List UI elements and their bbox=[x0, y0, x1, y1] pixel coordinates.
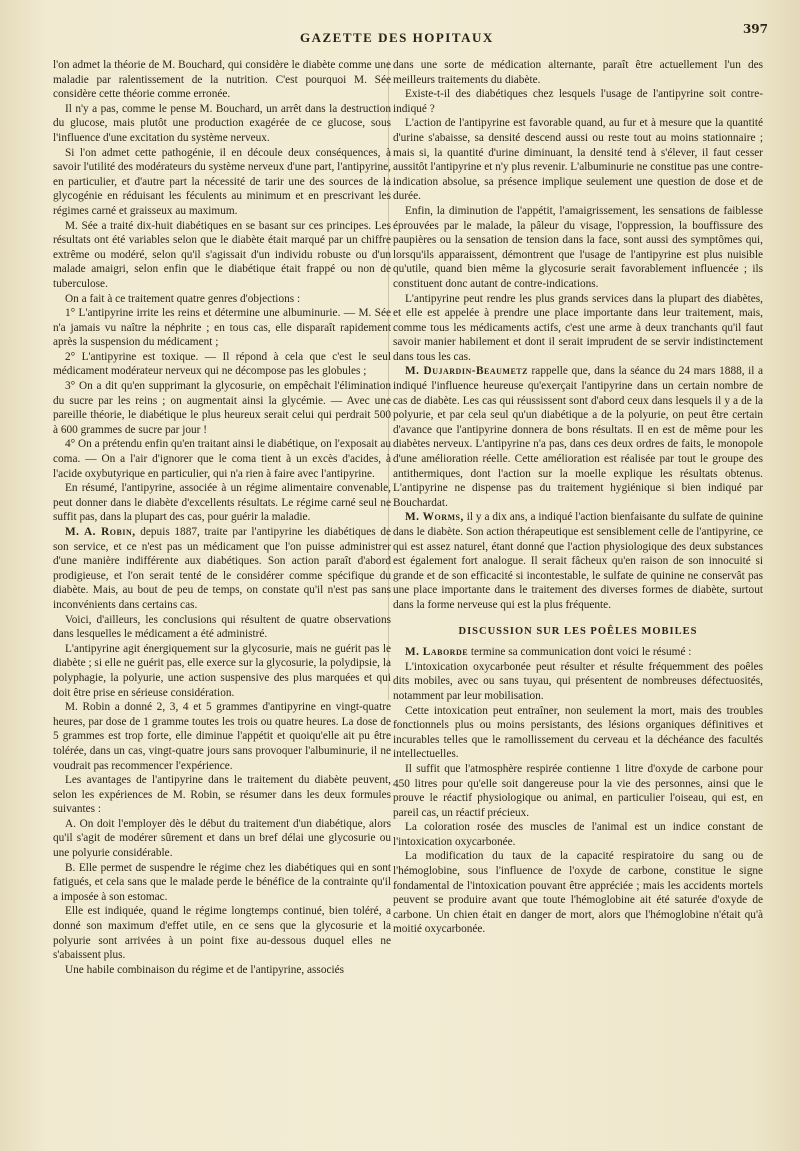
page-header bbox=[0, 22, 800, 50]
paragraph: Elle est indiquée, quand le régime longtemps continué, bien toléré, a donné son maximum d'effet utile, en ce sens que la glycosurie et la polyurie sont arrivées à un point fixe au-dessous duquel elles ne s'abaissent plus. bbox=[53, 905, 391, 962]
paragraph: Il n'y a pas, comme le pense M. Bouchard, un arrêt dans la destruction du glucose, mais plutôt une production exagérée de ce glucose, sous l'influence d'une excitation du système nerveux. bbox=[53, 102, 391, 144]
paragraph: En résumé, l'antipyrine, associée à un régime alimentaire convenable, peut donner dans le diabète d'excellents résultats. Le régime carné seul ne suffit pas, dans la plupart des cas, pour guérir la maladie. bbox=[53, 482, 391, 524]
paragraph: 2° L'antipyrine est toxique. — Il répond à cela que c'est le seul médicament modérateur nerveux qui ne décompose pas les globules ; bbox=[53, 350, 391, 378]
paragraph: Enfin, la diminution de l'appétit, l'amaigrissement, les sensations de faiblesse éprouvées par le malade, la pâleur du visage, l'oppression, la bouffissure des paupières ou la sensation de tension dans la face, sont aussi des symptômes qui, lorsqu'ils apparaissent, démontrent que l'usage de l'antipyrine est plus nuisible qu'utile, quand bien même la glycosurie serait favorablement influencée ; ils constituent donc autant de contre-indications. bbox=[393, 204, 763, 290]
speaker-name: M. Dujardin-Beaumetz bbox=[405, 365, 528, 378]
paragraph: Il suffit que l'atmosphère respirée contienne 1 litre d'oxyde de carbone pour 450 litres pour qu'elle soit dangereuse pour la vie des personnes, ainsi que le prouve le réactif physiologique ou animal, en particulier l'oiseau, qui est, en pareil cas, un réactif précieux. bbox=[393, 762, 763, 819]
section-heading: DISCUSSION SUR LES POÊLES MOBILES bbox=[458, 625, 698, 637]
speaker-paragraph bbox=[393, 645, 763, 660]
paragraph: La modification du taux de la capacité respiratoire du sang ou de l'hémoglobine, sous l'influence de l'oxyde de carbone, constitue le signe fondamental de l'intoxication pouvant être appréciée ; mais les accidents mortels peuvent se produire avant que toute l'hémoglobine ait été saturée d'oxyde de carbone. Un chien était en danger de mort, alors que l'hémoglobine n'était qu'à moitié oxycarbonée. bbox=[393, 850, 763, 936]
speaker-paragraph bbox=[53, 525, 391, 613]
paragraph: 1° L'antipyrine irrite les reins et détermine une albuminurie. — M. Sée n'a jamais vu naître la néphrite ; en tous cas, elle disparaît rapidement après la suspension du médicament ; bbox=[53, 307, 391, 349]
speaker-text: termine sa communication dont voici le résumé : bbox=[468, 646, 692, 659]
paragraph: L'antipyrine agit énergiquement sur la glycosurie, mais ne guérit pas le diabète ; si elle ne guérit pas, elle exerce sur la glycosurie, la polydipsie, la polyphagie, la polyurie, une action suspensive des plus marquées et qui doit être prise en sérieuse considération. bbox=[53, 642, 391, 699]
speaker-paragraph bbox=[393, 510, 763, 612]
speaker-name: M. A. Robin, bbox=[65, 526, 136, 538]
paragraph: M. Sée a traité dix-huit diabétiques en se basant sur ces principes. Les résultats ont été variables selon que le diabète était marqué par un chiffre extrême ou modéré, selon qu'il s'agissait d'un individu robuste ou d'un malade amaigri, selon enfin que le diabétique était frappé ou non de tuberculose. bbox=[53, 219, 391, 290]
paragraph: B. Elle permet de suspendre le régime chez les diabétiques qui en sont fatigués, et cela sans que le malade perde le bénéfice de la contrainte qu'il a imposée à son estomac. bbox=[53, 861, 391, 903]
speaker-name: M. Laborde bbox=[405, 646, 469, 659]
paragraph: M. Robin a donné 2, 3, 4 et 5 grammes d'antipyrine en vingt-quatre heures, par dose de 1 gramme toutes les trois ou quatre heures. La dose de 5 grammes est trop forte, elle diminue l'appétit et quoiqu'elle ait pu être tolérée, dans un cas, vingt-quatre jours sans provoquer l'albuminurie, il ne voudrait pas recommencer l'expérience. bbox=[53, 701, 391, 772]
paragraph: L'intoxication oxycarbonée peut résulter et résulte fréquemment des poêles dits mobiles, avec ou sans tuyau, qui présentent de nombreuses défectuosités, notamment par leur mobilisation. bbox=[393, 660, 763, 702]
paragraph: 4° On a prétendu enfin qu'en traitant ainsi le diabétique, on l'exposait au coma. — On a l'air d'ignorer que le coma tient à un excès d'acides, à l'acide oxybutyrique en particulier, qui n'a rien à faire avec l'antipyrine. bbox=[53, 438, 391, 480]
paragraph: L'antipyrine peut rendre les plus grands services dans la plupart des diabètes, et elle est appelée à prendre une place importante dans leur traitement, mais, comme tous les médicaments actifs, c'est une arme à deux tranchants qu'il faut savoir manier habilement et dont il serait imprudent de se servir indistinctement dans tous les cas. bbox=[393, 292, 763, 363]
speaker-text: il y a dix ans, a indiqué l'action bienfaisante du sulfate de quinine dans le diabète. Son action thérapeutique est sensiblement celle de l'antipyrine, ce qui est assez naturel, étant donné que l'action physiologique des deux substances est également fort analogue. Il serait fâcheux qu'en raison de son innocuité si grande et de son efficacité si incontestable, le sulfate de quinine ne conservât pas une place importante dans le traitement des diverses formes de diabète, surtout dans la forme nerveuse qui est la plus fréquente. bbox=[393, 511, 763, 611]
page-number: 397 bbox=[742, 22, 768, 36]
paragraph: Si l'on admet cette pathogénie, il en découle deux conséquences, à savoir l'utilité des modérateurs du système nerveux d'une part, l'antipyrine, en particulier, et d'autre part la nécessité de tarir une des sources de la glycogénie en réduisant les féculents au minimum et en prescrivant les régimes carné et graisseux au maximum. bbox=[53, 146, 391, 217]
speaker-name: M. Worms, bbox=[405, 511, 464, 524]
paragraph: Les avantages de l'antipyrine dans le traitement du diabète peuvent, selon les expériences de M. Robin, se résumer dans les deux formules suivantes : bbox=[53, 774, 391, 816]
paragraph: dans une sorte de médication alternante, paraît être actuellement l'un des meilleurs traitements du diabète. bbox=[393, 59, 763, 86]
running-title: GAZETTE DES HOPITAUX bbox=[300, 30, 494, 45]
paragraph: Une habile combinaison du régime et de l'antipyrine, associés bbox=[65, 963, 345, 976]
speaker-text: rappelle que, dans la séance du 24 mars 1888, il a indiqué l'influence heureuse qu'exerçait l'antipyrine dans un certain nombre de cas de diabète. Les cas qui réussissent sont d'abord ceux dans lesquels il y a de la polyurie, et par cela seul qu'un diabétique a de la polyurie, on peut être certain d'avance que l'antipyrine donnera de bons résultats. Il en est de même pour les diabètes nerveux. L'antipyrine n'a pas, dans ces deux ordres de faits, le monopole d'une amélioration réelle. Cette amélioration est réalisée par tout le groupe des antithermiques, dont l'action sur la moelle explique les résultats obtenus. L'antipyrine ne dispense pas du traitement hygiénique si bien indiqué par Bouchardat. bbox=[393, 365, 763, 509]
left-column bbox=[53, 58, 391, 977]
paragraph: On a fait à ce traitement quatre genres d'objections : bbox=[65, 292, 301, 305]
paragraph: Existe-t-il des diabétiques chez lesquels l'usage de l'antipyrine soit contre-indiqué ? bbox=[393, 88, 763, 115]
speaker-text: depuis 1887, traite par l'antipyrine les diabétiques de son service, et ce n'est pas un médicament que l'on puisse administrer d'une manière indifférente aux diabétiques. Son action paraît d'abord prodigieuse, et l'on serait tenté de le considérer comme spécifique du diabète. Mais, au bout de peu de temps, on constate qu'il n'est pas sans inconvénients dans certains cas. bbox=[53, 526, 391, 611]
right-column bbox=[393, 58, 763, 937]
paragraph: L'action de l'antipyrine est favorable quand, au fur et à mesure que la quantité d'urine s'abaisse, sa densité descend aussi ou reste tout au moins stationnaire ; mais si, la quantité d'urine diminuant, la densité tend à s'élever, il faut cesser aussitôt l'antipyrine et n'y plus revenir. L'albuminurie ne constitue pas une contre-indication absolue, sa présence implique seulement une question de dose et de durée. bbox=[393, 117, 763, 203]
paragraph: Cette intoxication peut entraîner, non seulement la mort, mais des troubles fonctionnels plus ou moins persistants, des lésions organiques définitives et incurables telles que le ramollissement du cerveau et la déchéance des facultés intellectuelles. bbox=[393, 704, 763, 761]
paragraph: A. On doit l'employer dès le début du traitement d'un diabétique, alors qu'il s'agit de modérer sûrement et dans un bref délai une glycosurie ou une polyurie considérable. bbox=[53, 817, 391, 860]
paragraph: Voici, d'ailleurs, les conclusions qui résultent de quatre observations dans lesquelles le médicament a été administré. bbox=[53, 613, 391, 641]
paragraph: 3° On a dit qu'en supprimant la glycosurie, on empêchait l'élimination du sucre par les reins ; on augmentait ainsi la glycémie. — Avec une pareille théorie, le diabétique le plus heureux serait celui qui perdrait 500 à 600 grammes de sucre par jour ! bbox=[53, 380, 391, 436]
paragraph: l'on admet la théorie de M. Bouchard, qui considère le diabète comme une maladie par ralentissement de la nutrition. C'est pourquoi M. Sée considère cette théorie comme erronée. bbox=[53, 59, 391, 101]
speaker-paragraph bbox=[393, 364, 763, 510]
paragraph: La coloration rosée des muscles de l'animal est un indice constant de l'intoxication oxycarbonée. bbox=[393, 821, 763, 848]
